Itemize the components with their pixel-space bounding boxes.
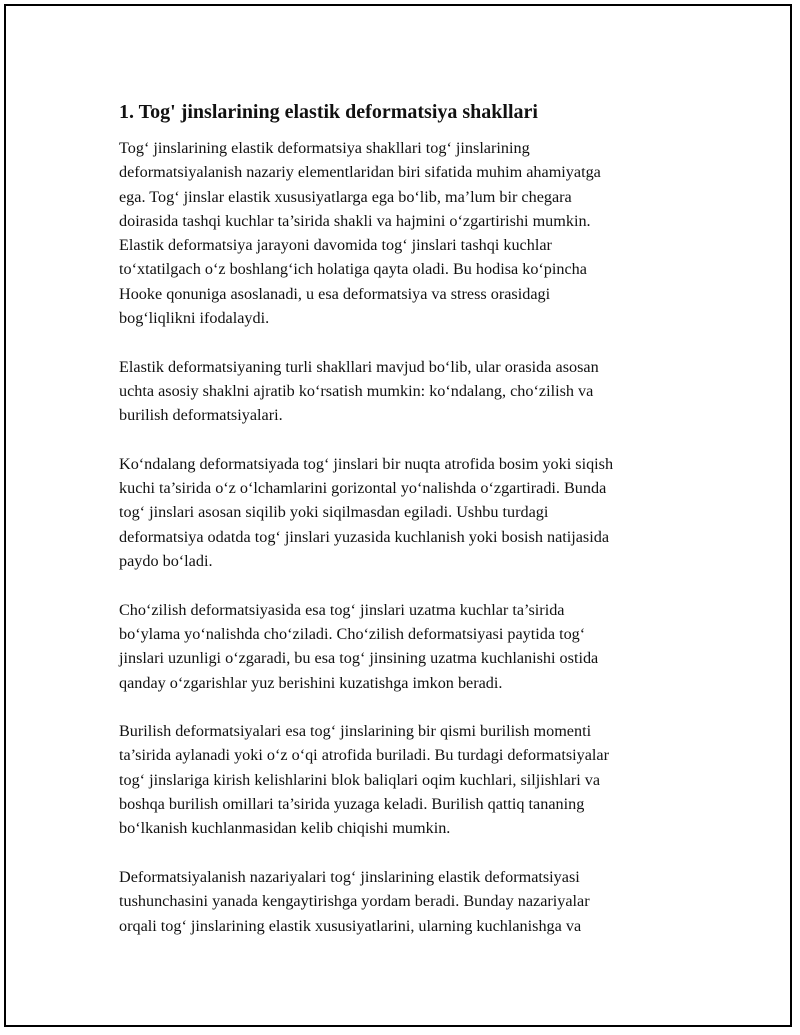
paragraph-line: bog‘liqlikni ifodalaydi. xyxy=(119,309,270,328)
paragraph-line: deformatsiya odatda tog‘ jinslari yuzasida kuchlanish yoki bosish natijasida xyxy=(119,527,610,546)
paragraph xyxy=(119,865,689,938)
paragraph-line: deformatsiyalanish nazariy elementlaridan biri sifatida muhim ahamiyatga xyxy=(119,163,601,182)
paragraph-line: tog‘ jinslari asosan siqilib yoki siqilmasdan egiladi. Ushbu turdagi xyxy=(119,503,549,522)
paragraph-line: orqali tog‘ jinslarining elastik xususiyatlarini, ularning kuchlanishga va xyxy=(119,916,582,935)
paragraph xyxy=(119,355,689,428)
paragraph-line: Elastik deformatsiyaning turli shakllari mavjud bo‘lib, ular orasida asosan xyxy=(119,357,599,376)
paragraph xyxy=(119,598,689,695)
paragraph-line: Hooke qonuniga asoslanadi, u esa deformatsiya va stress orasidagi xyxy=(119,284,551,303)
paragraph-line: paydo bo‘ladi. xyxy=(119,552,213,571)
document-body xyxy=(119,98,689,962)
paragraph-line: burilish deformatsiyalari. xyxy=(119,406,283,425)
document-title: 1. Tog' jinslarining elastik deformatsiya shakllari xyxy=(119,101,538,123)
paragraph-line: doirasida tashqi kuchlar ta’sirida shakli va hajmini o‘zgartirishi mumkin. xyxy=(119,211,591,230)
paragraph-list xyxy=(119,136,689,938)
paragraph-line: ta’sirida aylanadi yoki o‘z o‘qi atrofida buriladi. Bu turdagi deformatsiyalar xyxy=(119,746,609,765)
paragraph-line: boshqa burilish omillari ta’sirida yuzaga keladi. Burilish qattiq tananing xyxy=(119,795,585,814)
paragraph-line: bo‘ylama yo‘nalishda cho‘ziladi. Cho‘zilish deformatsiyasi paytida tog‘ xyxy=(119,624,586,643)
paragraph-line: to‘xtatilgach o‘z boshlang‘ich holatiga qayta oladi. Bu hodisa ko‘pincha xyxy=(119,260,587,279)
paragraph-line: uchta asosiy shaklni ajratib ko‘rsatish mumkin: ko‘ndalang, cho‘zilish va xyxy=(119,381,594,400)
paragraph xyxy=(119,452,689,573)
paragraph xyxy=(119,136,689,330)
paragraph-line: Burilish deformatsiyalari esa tog‘ jinslarining bir qismi burilish momenti xyxy=(119,722,592,741)
paragraph-line: bo‘lkanish kuchlanmasidan kelib chiqishi mumkin. xyxy=(119,819,451,838)
paragraph-line: jinslari uzunligi o‘zgaradi, bu esa tog‘ jinsining uzatma kuchlanishi ostida xyxy=(119,649,599,668)
page-frame xyxy=(4,4,792,1027)
paragraph-line: Deformatsiyalanish nazariyalari tog‘ jinslarining elastik deformatsiyasi xyxy=(119,867,580,886)
paragraph-line: Ko‘ndalang deformatsiyada tog‘ jinslari bir nuqta atrofida bosim yoki siqish xyxy=(119,454,614,473)
paragraph-line: tushunchasini yanada kengaytirishga yordam beradi. Bunday nazariyalar xyxy=(119,892,590,911)
paragraph-line: Elastik deformatsiya jarayoni davomida tog‘ jinslari tashqi kuchlar xyxy=(119,236,552,255)
paragraph-line: qanday o‘zgarishlar yuz berishini kuzatishga imkon beradi. xyxy=(119,673,503,692)
paragraph-line: Tog‘ jinslarining elastik deformatsiya shakllari tog‘ jinslarining xyxy=(119,139,530,157)
paragraph xyxy=(119,719,689,840)
paragraph-line: ega. Tog‘ jinslar elastik xususiyatlarga ega bo‘lib, ma’lum bir chegara xyxy=(119,187,572,206)
paragraph-line: Cho‘zilish deformatsiyasida esa tog‘ jinslari uzatma kuchlar ta’sirida xyxy=(119,600,565,619)
paragraph-line: kuchi ta’sirida o‘z o‘lchamlarini gorizontal yo‘nalishda o‘zgartiradi. Bunda xyxy=(119,479,607,498)
paragraph-line: tog‘ jinslariga kirish kelishlarini blok baliqlari oqim kuchlari, siljishlari va xyxy=(119,770,601,789)
